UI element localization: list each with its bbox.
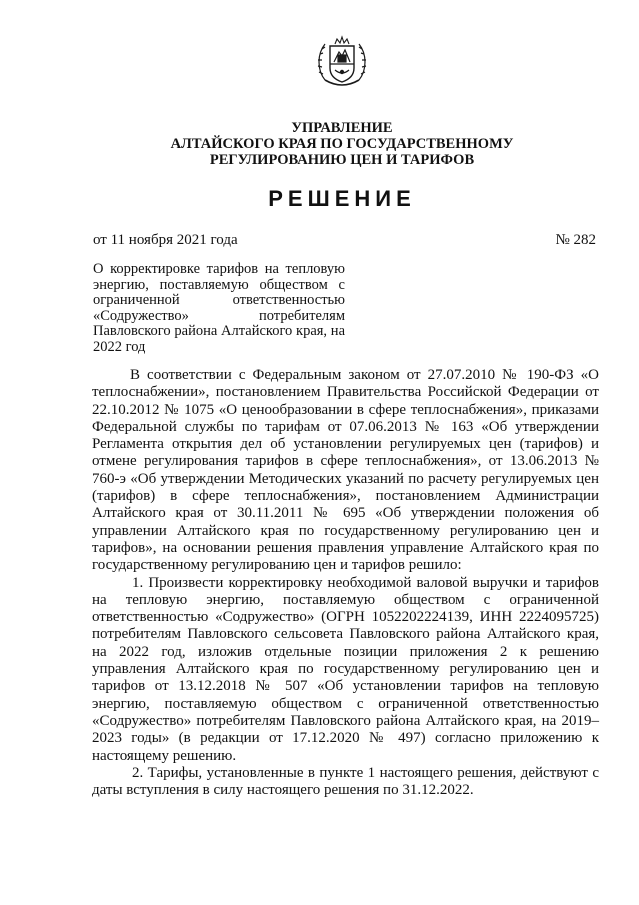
authority-line-1: УПРАВЛЕНИЕ xyxy=(291,120,393,136)
authority-line-2: АЛТАЙСКОГО КРАЯ ПО ГОСУДАРСТВЕННОМУ xyxy=(170,136,514,152)
authority-line-3: РЕГУЛИРОВАНИЮ ЦЕН И ТАРИФОВ xyxy=(209,152,475,168)
clause-1-paragraph: 1. Произвести корректировку необходимой валовой выручки и тарифов на тепловую энергию, поставляемую обществом с ограниченной ответственностью «Содружество» (ОГРН 1052202224139, ИНН 2224095725) потребителям Павловского сельсовета Павловского района Алтайского края, на 2022 год, изложив отдельные позиции приложения 2 к решению управления Алтайского края по государственному регулированию цен и тарифов от 13.12.2018 № 507 «Об установлении тарифов на тепловую энергию, поставляемую обществом с ограниченной ответственностью «Содружество» потребителям Павловского района Алтайского края, на 2019–2023 годы» (в редакции от 17.12.2020 № 497) согласно приложению к настоящему решению. xyxy=(92,574,599,764)
document-body xyxy=(92,367,599,799)
document-title: РЕШЕНИЕ xyxy=(268,186,416,211)
clause-2-paragraph: 2. Тарифы, установленные в пункте 1 настоящего решения, действуют с даты вступления в силу настоящего решения по 31.12.2022. xyxy=(92,764,599,799)
document-subject: О корректировке тарифов на тепловую энергию, поставляемую обществом с ограниченной ответственностью «Содружество» потребителям Павловского района Алтайского края, на 2022 год xyxy=(93,261,345,355)
document-date: от 11 ноября 2021 года xyxy=(93,232,238,248)
coat-of-arms-icon xyxy=(317,34,367,94)
document-number: № 282 xyxy=(555,232,596,248)
preamble-paragraph: В соответствии с Федеральным законом от 27.07.2010 № 190-ФЗ «О теплоснабжении», постановлением Правительства Российской Федерации от 22.10.2012 № 1075 «О ценообразовании в сфере теплоснабжения», приказами Федеральной службы по тарифам от 07.06.2013 № 163 «Об утверждении Регламента открытия дел об установлении регулируемых цен (тарифов) и отмене регулирования тарифов в сфере теплоснабжения», от 13.06.2013 № 760-э «Об утверждении Методических указаний по расчету регулируемых цен (тарифов) в сфере теплоснабжения», постановлением Администрации Алтайского края от 30.11.2011 № 695 «Об утверждении положения об управлении Алтайского края по государственному регулированию цен и тарифов», на основании решения правления управление Алтайского края по государственному регулированию цен и тарифов решило: xyxy=(92,367,599,574)
authority-header xyxy=(120,120,564,168)
